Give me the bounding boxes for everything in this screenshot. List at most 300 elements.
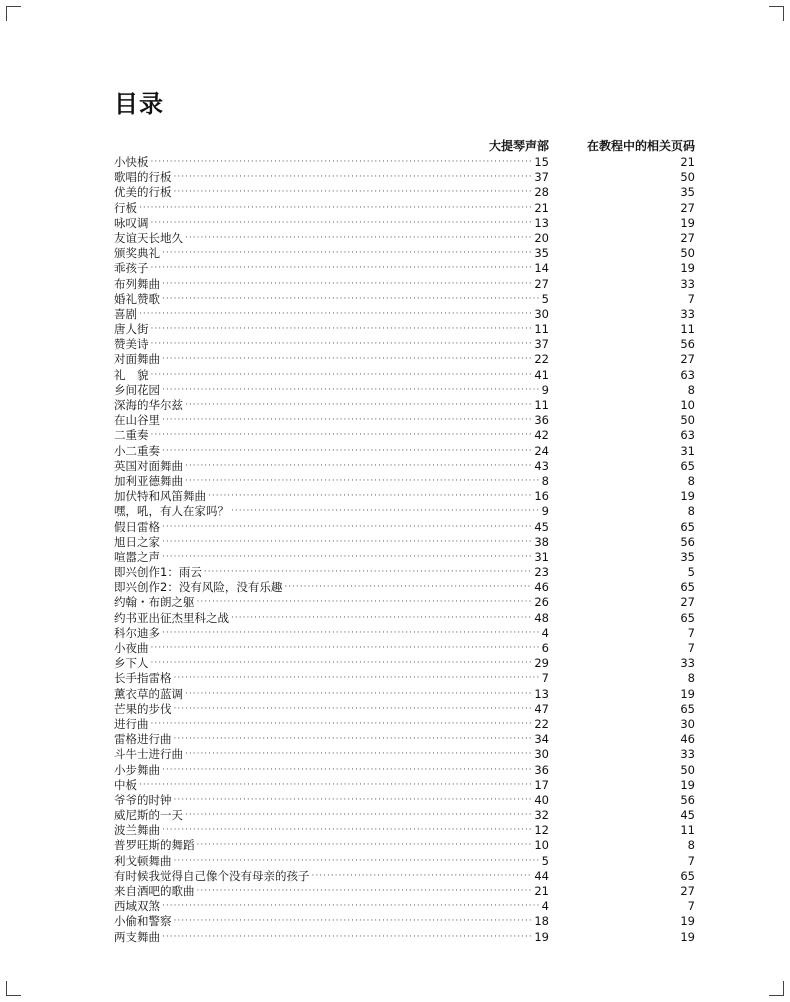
toc-entry-title: 嘿，吼，有人在家吗？	[114, 504, 229, 519]
toc-entry-title: 布列舞曲	[114, 276, 160, 291]
toc-entry-title: 颁奖典礼	[114, 246, 160, 261]
toc-entry[interactable]	[114, 565, 695, 580]
tutorial-page: 56	[680, 337, 695, 352]
cello-part-page: 28	[534, 185, 549, 200]
tutorial-page: 19	[680, 489, 695, 504]
cello-part-page: 32	[534, 808, 549, 823]
cello-part-page: 19	[534, 929, 549, 944]
tutorial-page: 56	[680, 792, 695, 807]
tutorial-page: 8	[687, 504, 695, 519]
dot-leader	[174, 732, 533, 747]
toc-entry[interactable]	[114, 671, 695, 686]
dot-leader	[139, 201, 532, 216]
dot-leader	[151, 641, 540, 656]
dot-leader	[185, 459, 532, 474]
toc-entry[interactable]	[114, 641, 695, 656]
cello-part-page: 16	[534, 489, 549, 504]
toc-entry-title: 深海的华尔兹	[114, 398, 183, 412]
cello-part-page: 47	[534, 701, 549, 716]
toc-entry[interactable]	[114, 201, 695, 216]
dot-leader	[151, 337, 533, 352]
cello-part-page: 9	[541, 382, 549, 397]
toc-entry-title: 加利亚德舞曲	[114, 473, 183, 488]
dot-leader	[208, 489, 532, 504]
toc-entry[interactable]	[114, 732, 695, 747]
cello-part-page: 7	[541, 671, 549, 686]
toc-entry-title: 爷爷的时钟	[114, 792, 172, 807]
toc-entry-main	[114, 428, 549, 443]
cello-part-page: 17	[534, 777, 549, 792]
toc-entry-title: 雷格进行曲	[114, 732, 172, 747]
toc-entry-title: 长手指雷格	[114, 671, 172, 686]
tutorial-page: 5	[687, 565, 695, 580]
cello-part-page: 10	[534, 838, 549, 853]
toc-entry-main	[114, 398, 549, 413]
cello-part-page: 13	[534, 686, 549, 701]
toc-entry[interactable]	[114, 763, 695, 778]
toc-entry[interactable]	[114, 656, 695, 671]
toc-entry[interactable]	[114, 550, 695, 565]
toc-entry-main	[114, 201, 549, 216]
cello-part-page: 37	[534, 337, 549, 352]
dot-leader	[151, 717, 533, 732]
tutorial-page: 33	[680, 276, 695, 291]
dot-leader	[151, 155, 533, 170]
tutorial-page: 8	[687, 838, 695, 853]
cello-part-page: 18	[534, 914, 549, 929]
toc-entry-title: 中板	[114, 777, 137, 792]
crop-mark-bottom-right	[769, 981, 784, 996]
tutorial-page: 31	[680, 443, 695, 458]
cello-part-page: 20	[534, 230, 549, 245]
dot-leader	[139, 307, 532, 322]
toc-entry[interactable]	[114, 155, 695, 170]
dot-leader	[162, 383, 540, 398]
tutorial-page: 63	[680, 367, 695, 382]
toc-entry[interactable]	[114, 747, 695, 762]
toc-entry-main	[114, 337, 549, 352]
cello-part-page: 46	[534, 580, 549, 595]
cello-part-page: 35	[534, 246, 549, 261]
toc-entry-title: 约书亚出征杰里科之战	[114, 610, 229, 625]
cello-part-page: 31	[534, 549, 549, 564]
cello-part-page: 27	[534, 276, 549, 291]
crop-mark-bottom-left	[6, 981, 21, 996]
toc-entry[interactable]	[114, 170, 695, 185]
cello-part-page: 38	[534, 534, 549, 549]
dot-leader	[312, 869, 533, 884]
toc-entry[interactable]	[114, 489, 695, 504]
toc-entry-main	[114, 717, 549, 732]
toc-entry-title: 婚礼赞歌	[114, 291, 160, 306]
toc-entry-title: 有时候我觉得自己像个没有母亲的孩子	[114, 868, 310, 883]
toc-entry-main	[114, 185, 549, 200]
toc-entry-title: 科尔迪多	[114, 625, 160, 640]
toc-entry-main	[114, 231, 549, 246]
tutorial-page: 65	[680, 580, 695, 595]
toc-entry[interactable]	[114, 869, 695, 884]
dot-leader	[197, 838, 533, 853]
tutorial-page: 7	[687, 853, 695, 868]
tutorial-page: 65	[680, 701, 695, 716]
cello-part-page: 5	[541, 291, 549, 306]
cello-part-page: 29	[534, 656, 549, 671]
toc-entry[interactable]	[114, 854, 695, 869]
cello-part-page: 11	[534, 398, 549, 412]
toc-entry-main	[114, 277, 549, 292]
toc-entry[interactable]	[114, 580, 695, 595]
cello-part-page: 34	[534, 732, 549, 747]
toc-entry-main	[114, 732, 549, 747]
cello-part-page: 23	[534, 565, 549, 580]
toc-entry-main	[114, 747, 549, 762]
cello-part-page: 21	[534, 200, 549, 215]
toc-entry-main	[114, 444, 549, 459]
cello-part-page: 22	[534, 716, 549, 731]
toc-entry-main	[114, 838, 549, 853]
toc-entry[interactable]	[114, 626, 695, 641]
toc-entry-main	[114, 474, 549, 489]
toc-entry[interactable]	[114, 520, 695, 535]
header-tutorial-page: 在教程中的相关页码	[586, 139, 695, 153]
tutorial-page: 19	[680, 686, 695, 701]
toc-entry[interactable]	[114, 808, 695, 823]
toc-entry-main	[114, 504, 549, 519]
dot-leader	[162, 413, 532, 428]
toc-entry-main	[114, 763, 549, 778]
tutorial-page: 33	[680, 747, 695, 762]
toc-entry[interactable]	[114, 322, 695, 337]
cello-part-page: 37	[534, 170, 549, 185]
toc-entry-main	[114, 930, 549, 945]
toc-entry-main	[114, 823, 549, 838]
toc-entry[interactable]	[114, 702, 695, 717]
toc-entry-title: 普罗旺斯的舞蹈	[114, 838, 195, 853]
dot-leader	[197, 884, 533, 899]
dot-leader	[185, 747, 532, 762]
dot-leader	[174, 170, 533, 185]
tutorial-page: 7	[687, 291, 695, 306]
cello-part-page: 13	[534, 215, 549, 230]
cello-part-page: 14	[534, 261, 549, 276]
toc-entry-main	[114, 216, 549, 231]
cello-part-page: 21	[534, 884, 549, 898]
toc-entry-title: 约翰・布朗之躯	[114, 595, 195, 610]
toc-entry-main	[114, 550, 549, 565]
toc-entry[interactable]	[114, 930, 695, 945]
cello-part-page: 5	[541, 853, 549, 868]
dot-leader	[151, 656, 533, 671]
toc-entry[interactable]	[114, 277, 695, 292]
cello-part-page: 30	[534, 306, 549, 321]
dot-leader	[162, 292, 540, 307]
header-cello-part: 大提琴声部	[488, 139, 549, 153]
cello-part-page: 8	[541, 473, 549, 488]
toc-entry-title: 两支舞曲	[114, 929, 160, 944]
toc-entry-main	[114, 292, 549, 307]
toc-entry-main	[114, 702, 549, 717]
cello-part-page: 30	[534, 747, 549, 762]
tutorial-page: 8	[687, 382, 695, 397]
cello-part-page: 44	[534, 868, 549, 883]
toc-entry[interactable]	[114, 444, 695, 459]
dot-leader	[185, 808, 532, 823]
dot-leader	[151, 261, 533, 276]
dot-leader	[185, 687, 532, 702]
toc-entry-title: 英国对面舞曲	[114, 458, 183, 473]
tutorial-page: 11	[680, 823, 695, 838]
dot-leader	[162, 930, 532, 945]
cello-part-page: 22	[534, 352, 549, 367]
table-of-contents	[114, 155, 695, 945]
dot-leader	[162, 899, 540, 914]
toc-entry-main	[114, 565, 549, 580]
crop-mark-top-right	[769, 6, 784, 21]
tutorial-page: 7	[687, 899, 695, 914]
toc-entry-title: 小偷和警察	[114, 914, 172, 929]
tutorial-page: 65	[680, 458, 695, 473]
toc-entry[interactable]	[114, 428, 695, 443]
toc-entry-title: 西域双煞	[114, 899, 160, 914]
toc-entry-title: 进行曲	[114, 716, 149, 731]
tutorial-page: 65	[680, 868, 695, 883]
tutorial-page: 19	[680, 929, 695, 944]
toc-entry-title: 小快板	[114, 155, 149, 169]
dot-leader	[174, 702, 533, 717]
toc-entry[interactable]	[114, 504, 695, 519]
toc-entry-main	[114, 580, 549, 595]
toc-entry[interactable]	[114, 413, 695, 428]
toc-entry[interactable]	[114, 246, 695, 261]
toc-entry-title: 威尼斯的一天	[114, 808, 183, 823]
toc-entry-title: 乖孩子	[114, 261, 149, 276]
toc-entry-title: 乡间花园	[114, 382, 160, 397]
toc-entry[interactable]	[114, 535, 695, 550]
toc-entry-main	[114, 611, 549, 626]
toc-entry-main	[114, 261, 549, 276]
toc-entry-title: 喜剧	[114, 306, 137, 321]
tutorial-page: 33	[680, 306, 695, 321]
toc-entry[interactable]	[114, 398, 695, 413]
tutorial-page: 65	[680, 519, 695, 534]
toc-entry-title: 旭日之家	[114, 534, 160, 549]
toc-entry-title: 行板	[114, 200, 137, 215]
toc-entry-main	[114, 322, 549, 337]
toc-entry-main	[114, 641, 549, 656]
tutorial-page: 50	[680, 762, 695, 777]
tutorial-page: 19	[680, 261, 695, 276]
toc-entry-main	[114, 170, 549, 185]
tutorial-page: 50	[680, 413, 695, 428]
toc-entry-main	[114, 246, 549, 261]
toc-entry[interactable]	[114, 838, 695, 853]
toc-entry-title: 歌唱的行板	[114, 170, 172, 185]
toc-entry-main	[114, 489, 549, 504]
tutorial-page: 27	[680, 230, 695, 245]
tutorial-page: 56	[680, 534, 695, 549]
toc-entry-main	[114, 854, 549, 869]
toc-entry-main	[114, 155, 549, 170]
dot-leader	[185, 231, 532, 246]
toc-entry[interactable]	[114, 474, 695, 489]
toc-entry-title: 斗牛士进行曲	[114, 747, 183, 762]
toc-entry-main	[114, 535, 549, 550]
cello-part-page: 42	[534, 428, 549, 443]
tutorial-page: 8	[687, 473, 695, 488]
toc-entry-title: 小步舞曲	[114, 762, 160, 777]
toc-entry[interactable]	[114, 611, 695, 626]
dot-leader	[174, 854, 540, 869]
toc-entry-main	[114, 671, 549, 686]
tutorial-page: 33	[680, 656, 695, 671]
cello-part-page: 48	[534, 610, 549, 625]
dot-leader	[151, 368, 533, 383]
toc-entry[interactable]	[114, 884, 695, 899]
tutorial-page: 63	[680, 428, 695, 443]
cello-part-page: 11	[534, 322, 549, 337]
dot-leader	[162, 535, 532, 550]
toc-entry[interactable]	[114, 793, 695, 808]
cello-part-page: 4	[541, 899, 549, 914]
toc-entry-title: 芒果的步伐	[114, 701, 172, 716]
toc-entry[interactable]	[114, 216, 695, 231]
dot-leader	[162, 823, 532, 838]
tutorial-page: 46	[680, 732, 695, 747]
toc-entry-main	[114, 626, 549, 641]
toc-entry-title: 薰衣草的蓝调	[114, 686, 183, 701]
toc-entry-main	[114, 687, 549, 702]
cello-part-page: 26	[534, 595, 549, 610]
cello-part-page: 43	[534, 458, 549, 473]
dot-leader	[197, 595, 533, 610]
toc-entry-title: 来自酒吧的歌曲	[114, 884, 195, 898]
cello-part-page: 45	[534, 519, 549, 534]
toc-entry-title: 优美的行板	[114, 185, 172, 200]
dot-leader	[162, 246, 532, 261]
toc-entry-title: 友谊天长地久	[114, 230, 183, 245]
dot-leader	[151, 428, 533, 443]
tutorial-page: 50	[680, 246, 695, 261]
toc-entry[interactable]	[114, 292, 695, 307]
toc-entry[interactable]	[114, 307, 695, 322]
tutorial-page: 7	[687, 625, 695, 640]
tutorial-page: 19	[680, 914, 695, 929]
dot-leader	[162, 763, 532, 778]
toc-entry-main	[114, 808, 549, 823]
toc-entry-main	[114, 778, 549, 793]
toc-entry-main	[114, 352, 549, 367]
dot-leader	[231, 611, 532, 626]
toc-entry-main	[114, 595, 549, 610]
tutorial-page: 50	[680, 170, 695, 185]
toc-entry-title: 假日雷格	[114, 519, 160, 534]
toc-entry[interactable]	[114, 778, 695, 793]
cello-part-page: 15	[534, 155, 549, 169]
toc-entry-title: 咏叹调	[114, 215, 149, 230]
toc-entry-title: 乡下人	[114, 656, 149, 671]
toc-entry[interactable]	[114, 595, 695, 610]
toc-entry-title: 小夜曲	[114, 641, 149, 655]
dot-leader	[162, 352, 532, 367]
tutorial-page: 8	[687, 671, 695, 686]
tutorial-page: 27	[680, 352, 695, 367]
tutorial-page: 21	[680, 155, 695, 169]
toc-entry-main	[114, 307, 549, 322]
cello-part-page: 12	[534, 823, 549, 838]
cello-part-page: 9	[541, 504, 549, 519]
toc-entry[interactable]	[114, 687, 695, 702]
tutorial-page: 45	[680, 808, 695, 823]
toc-entry[interactable]	[114, 337, 695, 352]
dot-leader	[204, 565, 533, 580]
toc-entry-title: 二重奏	[114, 428, 149, 443]
dot-leader	[231, 504, 540, 519]
tutorial-page: 10	[680, 398, 695, 412]
toc-entry-main	[114, 383, 549, 398]
toc-entry[interactable]	[114, 914, 695, 929]
cello-part-page: 6	[541, 641, 549, 655]
toc-entry-title: 在山谷里	[114, 413, 160, 428]
tutorial-page: 65	[680, 610, 695, 625]
dot-leader	[162, 550, 532, 565]
tutorial-page: 7	[687, 641, 695, 655]
toc-entry[interactable]	[114, 185, 695, 200]
dot-leader	[174, 671, 540, 686]
tutorial-page: 30	[680, 716, 695, 731]
dot-leader	[151, 322, 533, 337]
cello-part-page: 36	[534, 413, 549, 428]
tutorial-page: 27	[680, 595, 695, 610]
toc-entry-title: 对面舞曲	[114, 352, 160, 367]
dot-leader	[162, 626, 540, 641]
toc-entry-title: 加伏特和风笛舞曲	[114, 489, 206, 504]
crop-mark-top-left	[6, 6, 21, 21]
toc-entry[interactable]	[114, 261, 695, 276]
toc-entry-title: 即兴创作1：雨云	[114, 565, 202, 580]
toc-entry-main	[114, 656, 549, 671]
toc-entry-main	[114, 884, 549, 899]
cello-part-page: 36	[534, 762, 549, 777]
toc-entry[interactable]	[114, 459, 695, 474]
cello-part-page: 24	[534, 443, 549, 458]
toc-entry-title: 即兴创作2：没有风险，没有乐趣	[114, 580, 283, 595]
tutorial-page: 19	[680, 215, 695, 230]
toc-entry[interactable]	[114, 383, 695, 398]
cello-part-page: 41	[534, 367, 549, 382]
toc-entry-title: 唐人街	[114, 322, 149, 337]
toc-entry[interactable]	[114, 823, 695, 838]
toc-entry[interactable]	[114, 368, 695, 383]
toc-entry-title: 利戈顿舞曲	[114, 853, 172, 868]
toc-entry-main	[114, 520, 549, 535]
toc-entry-main	[114, 413, 549, 428]
toc-entry-main	[114, 459, 549, 474]
toc-entry-main	[114, 368, 549, 383]
toc-entry-title: 赞美诗	[114, 337, 149, 352]
toc-entry[interactable]	[114, 352, 695, 367]
tutorial-page: 35	[680, 185, 695, 200]
toc-entry[interactable]	[114, 717, 695, 732]
tutorial-page: 35	[680, 549, 695, 564]
toc-entry-title: 礼 貌	[114, 367, 149, 382]
tutorial-page: 27	[680, 884, 695, 898]
toc-entry-title: 喧嚣之声	[114, 549, 160, 564]
toc-entry-main	[114, 869, 549, 884]
dot-leader	[174, 914, 533, 929]
page-title: 目录	[114, 90, 164, 118]
toc-entry[interactable]	[114, 231, 695, 246]
toc-entry[interactable]	[114, 899, 695, 914]
